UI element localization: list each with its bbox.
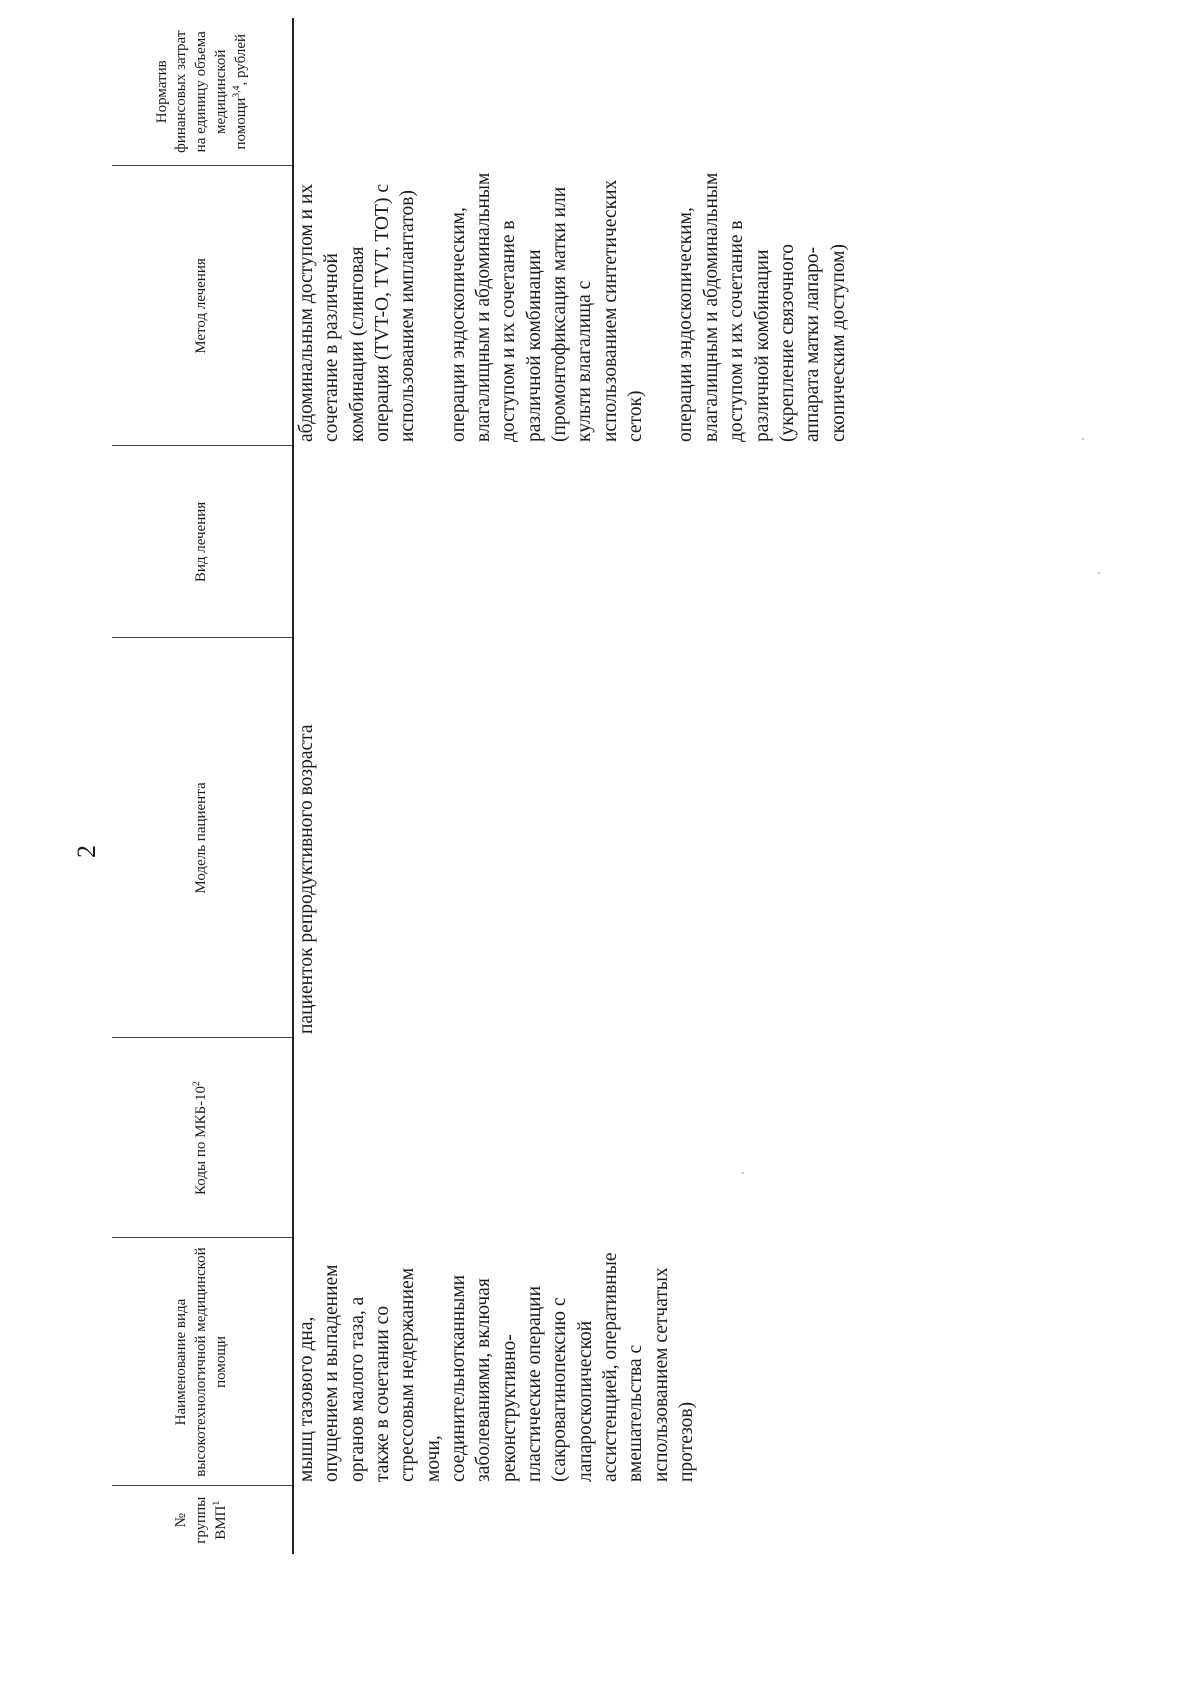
method-entry: абдоминальным доступом и их сочетание в различной комбинации (слинговая операция (TVT-O, TVT, TOT) с использованием имплантатов) — [296, 183, 419, 442]
table-row — [293, 18, 851, 1554]
header-treatment-method: Метод лечения — [112, 166, 293, 446]
header-treatment-type: Вид лечения — [112, 446, 293, 638]
cell-care-type-name: мышц тазового дна, опущением и выпадением органов малого таза, а также в сочетании со стрессовым недержанием мочи, соединительнотканными заболеваниями, включая реконструктивно-пластические операции (сакровагинопексию с лапароскопической ассистенцией, оперативные вмешательства с использованием сетчатых протезов) — [296, 1252, 698, 1482]
method-entry: операции эндоскопическим, влагалищным и абдоминальным доступом и их сочетание в различной комбинации (промонтофиксация матки или культи влагалища с использованием синтетических сеток) — [447, 172, 647, 442]
cell-group-number — [293, 1486, 851, 1554]
footnote-ref: 1 — [210, 1500, 222, 1506]
header-cost-norm: Норматив финансовых затрат на единицу объема медицинской помощи$^{3,4}$, рублей — [112, 18, 293, 166]
header-care-type-name: Наименование вида высокотехнологичной медицинской помощи — [112, 1238, 293, 1486]
cell-patient-model: пациенток репродуктивного возраста — [296, 724, 317, 1034]
header-patient-model: Модель пациента — [112, 638, 293, 1038]
cell-cost-norm — [293, 18, 851, 166]
method-gap — [421, 172, 446, 442]
footnote-ref: 2 — [191, 1081, 203, 1086]
header-group-number: № группы ВМП$^1$ — [112, 1486, 293, 1554]
page-number: 2 — [72, 845, 101, 858]
table-header-row — [112, 18, 293, 1554]
cell-treatment-type — [293, 446, 851, 638]
cell-treatment-method — [293, 166, 851, 446]
scan-speck — [1098, 572, 1100, 574]
cell-icd-codes — [293, 1038, 851, 1238]
method-gap — [648, 172, 673, 442]
scan-speck — [1082, 438, 1084, 440]
vmp-table — [112, 18, 851, 1554]
header-icd-codes: Коды по МКБ-$10^2$ — [112, 1038, 293, 1238]
scan-speck — [742, 1172, 744, 1174]
method-entry: операции эндоскопическим, влагалищным и абдоминальным доступом и их сочетание в различной комбинации (укрепление связочного аппарата матки лапаро-скопическим доступом) — [675, 172, 849, 442]
footnote-ref: 3,4 — [230, 85, 242, 98]
